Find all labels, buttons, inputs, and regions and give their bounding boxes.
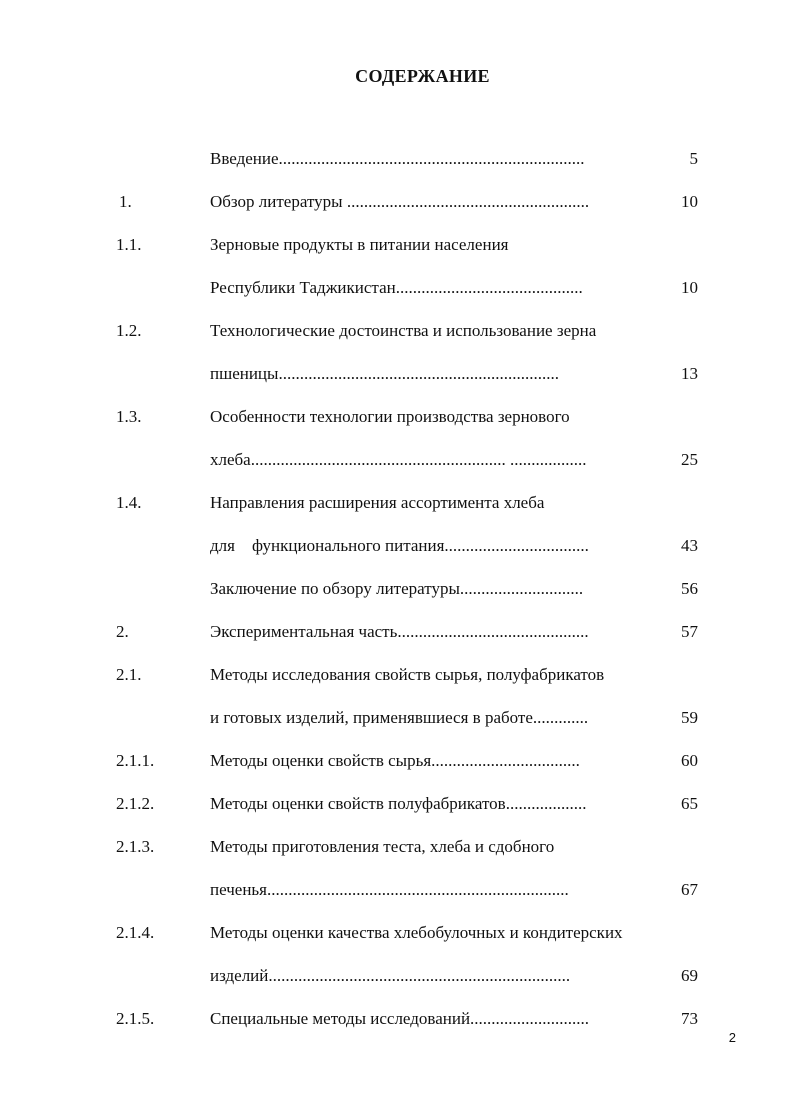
page-ref: 56 [681,579,698,598]
toc-row [0,663,799,687]
section-title: Экспериментальная часть............................................. [210,622,589,641]
section-number: 1.3. [116,407,142,426]
page-ref: 10 [681,278,698,297]
page-ref: 10 [681,192,698,211]
toc-row [0,706,799,730]
section-title: пшеницы.................................................................. [210,364,559,383]
section-number: 2.1.3. [116,837,155,856]
section-title: изделий....................................................................... [210,966,571,985]
section-title: Методы приготовления теста, хлеба и сдобного [210,837,555,856]
toc-row [0,749,799,773]
toc-row [0,792,799,816]
section-number: 2.1.4. [116,923,155,942]
page-ref: 43 [681,536,698,555]
toc-row [0,190,799,214]
section-number: 2.1.5. [116,1009,155,1028]
page-ref: 57 [681,622,698,641]
section-title: Методы оценки качества хлебобулочных и кондитерских [210,923,623,942]
section-title: и готовых изделий, применявшиеся в работе............. [210,708,589,727]
section-number: 2. [116,622,129,641]
toc-row [0,362,799,386]
toc-title: СОДЕРЖАНИЕ [355,66,490,86]
page-number: 2 [728,1030,736,1045]
page-ref: 73 [681,1009,698,1028]
page-ref: 60 [681,751,698,770]
page-ref: 69 [681,966,698,985]
toc-row [0,964,799,988]
section-number: 1. [119,192,132,211]
page-ref: 13 [681,364,698,383]
toc-row [0,233,799,257]
page-ref: 5 [689,149,698,168]
section-title: Особенности технологии производства зернового [210,407,570,426]
section-title: для функционального питания.................................. [210,536,589,555]
section-title: Специальные методы исследований............................ [210,1009,590,1028]
toc-row [0,620,799,644]
page-ref: 59 [681,708,698,727]
section-number: 1.4. [116,493,142,512]
section-number: 2.1. [116,665,142,684]
section-title: Методы оценки свойств сырья................................... [210,751,580,770]
toc-row [0,276,799,300]
section-title: Заключение по обзору литературы............................. [210,579,584,598]
section-title: Введение........................................................................ [210,149,585,168]
toc-row [0,1007,799,1031]
section-number: 1.2. [116,321,142,340]
section-number: 1.1. [116,235,142,254]
page-ref: 25 [681,450,698,469]
section-number: 2.1.2. [116,794,155,813]
section-title: Республики Таджикистан............................................ [210,278,583,297]
section-number: 2.1.1. [116,751,155,770]
section-title: печенья....................................................................... [210,880,569,899]
toc-row [0,921,799,945]
section-title: Технологические достоинства и использование зерна [210,321,597,340]
section-title: Методы исследования свойств сырья, полуфабрикатов [210,665,605,684]
toc-row [0,534,799,558]
toc-row [0,577,799,601]
toc-row [0,405,799,429]
section-title: Зерновые продукты в питании населения [210,235,509,254]
toc-row [0,319,799,343]
section-title: Методы оценки свойств полуфабрикатов................... [210,794,587,813]
toc-row [0,878,799,902]
page-ref: 65 [681,794,698,813]
section-title: хлеба............................................................ .................. [210,450,587,469]
section-title: Направления расширения ассортимента хлеба [210,493,545,512]
toc-row [0,448,799,472]
page-ref: 67 [681,880,698,899]
toc-row [0,835,799,859]
toc-row [0,147,799,171]
section-title: Обзор литературы ......................................................... [210,192,590,211]
toc-row [0,491,799,515]
